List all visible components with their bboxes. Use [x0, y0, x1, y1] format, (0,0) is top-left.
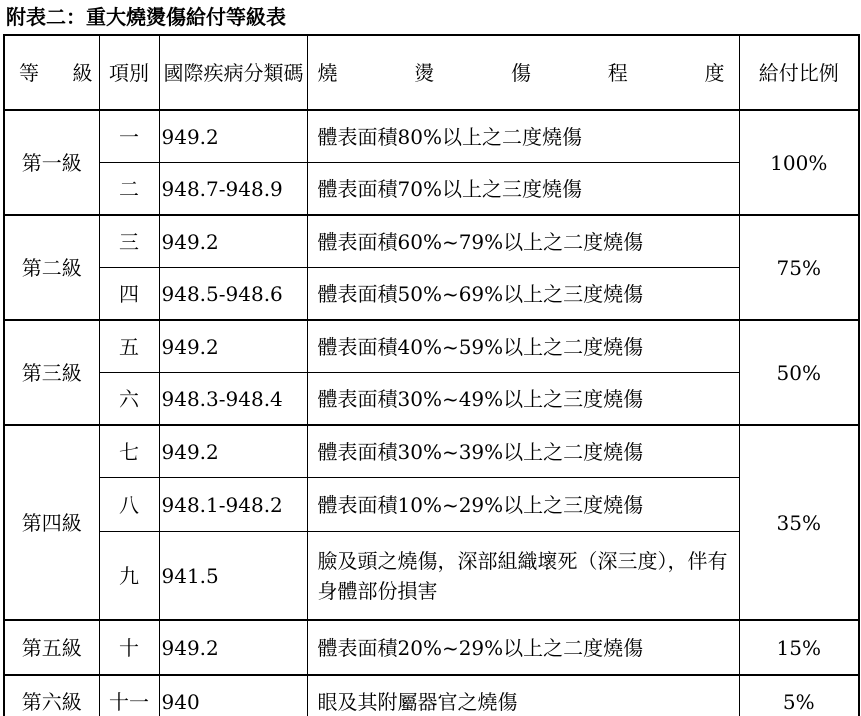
table-row: [4, 425, 859, 478]
icd-cell: 948.5-948.6: [159, 268, 307, 321]
grade-cell: 第三級: [4, 320, 99, 425]
table-row: [4, 215, 859, 268]
item-cell: 三: [99, 215, 159, 268]
item-cell: 四: [99, 268, 159, 321]
table-row: [4, 675, 859, 716]
desc-cell: 眼及其附屬器官之燒傷: [307, 675, 739, 716]
grade-cell: 第五級: [4, 620, 99, 675]
header-row: [4, 35, 859, 110]
payment-cell: 15%: [739, 620, 859, 675]
item-cell: 二: [99, 163, 159, 216]
table-row: [4, 110, 859, 163]
table-row: [4, 620, 859, 675]
table-row: [4, 163, 859, 216]
header-severity: 燒 燙 傷 程 度: [307, 35, 739, 110]
desc-cell: 體表面積70%以上之三度燒傷: [307, 163, 739, 216]
icd-cell: 948.7-948.9: [159, 163, 307, 216]
desc-cell: 體表面積20%~29%以上之二度燒傷: [307, 620, 739, 675]
icd-cell: 949.2: [159, 320, 307, 373]
desc-cell: 體表面積40%~59%以上之二度燒傷: [307, 320, 739, 373]
icd-cell: 949.2: [159, 620, 307, 675]
table-row: [4, 532, 859, 621]
icd-cell: 949.2: [159, 110, 307, 163]
item-cell: 十: [99, 620, 159, 675]
item-cell: 十一: [99, 675, 159, 716]
item-cell: 七: [99, 425, 159, 478]
desc-cell: 體表面積30%~39%以上之二度燒傷: [307, 425, 739, 478]
page-title: 附表二：重大燒燙傷給付等級表: [6, 5, 286, 29]
desc-cell: 體表面積50%~69%以上之三度燒傷: [307, 268, 739, 321]
table-row: [4, 478, 859, 532]
burn-grade-table: [3, 34, 860, 716]
grade-cell: 第二級: [4, 215, 99, 320]
header-grade: 等 級: [4, 35, 99, 110]
icd-cell: 949.2: [159, 425, 307, 478]
payment-cell: 35%: [739, 425, 859, 620]
grade-cell: 第四級: [4, 425, 99, 620]
table-row: [4, 268, 859, 321]
item-cell: 五: [99, 320, 159, 373]
icd-cell: 940: [159, 675, 307, 716]
desc-cell: 體表面積10%~29%以上之三度燒傷: [307, 478, 739, 532]
desc-cell: 體表面積80%以上之二度燒傷: [307, 110, 739, 163]
grade-cell: 第六級: [4, 675, 99, 716]
item-cell: 六: [99, 373, 159, 426]
table-row: [4, 320, 859, 373]
header-payment: 給付比例: [739, 35, 859, 110]
icd-cell: 948.3-948.4: [159, 373, 307, 426]
payment-cell: 100%: [739, 110, 859, 215]
item-cell: 九: [99, 532, 159, 621]
payment-cell: 75%: [739, 215, 859, 320]
item-cell: 八: [99, 478, 159, 532]
desc-cell: 體表面積30%~49%以上之三度燒傷: [307, 373, 739, 426]
payment-cell: 50%: [739, 320, 859, 425]
icd-cell: 941.5: [159, 532, 307, 621]
table-row: [4, 373, 859, 426]
header-item: 項別: [99, 35, 159, 110]
payment-cell: 5%: [739, 675, 859, 716]
item-cell: 一: [99, 110, 159, 163]
desc-cell: 體表面積60%~79%以上之二度燒傷: [307, 215, 739, 268]
grade-cell: 第一級: [4, 110, 99, 215]
header-icd: 國際疾病分類碼: [159, 35, 307, 110]
icd-cell: 948.1-948.2: [159, 478, 307, 532]
icd-cell: 949.2: [159, 215, 307, 268]
desc-cell: 臉及頭之燒傷，深部組織壞死（深三度），伴有身體部份損害: [307, 532, 739, 621]
